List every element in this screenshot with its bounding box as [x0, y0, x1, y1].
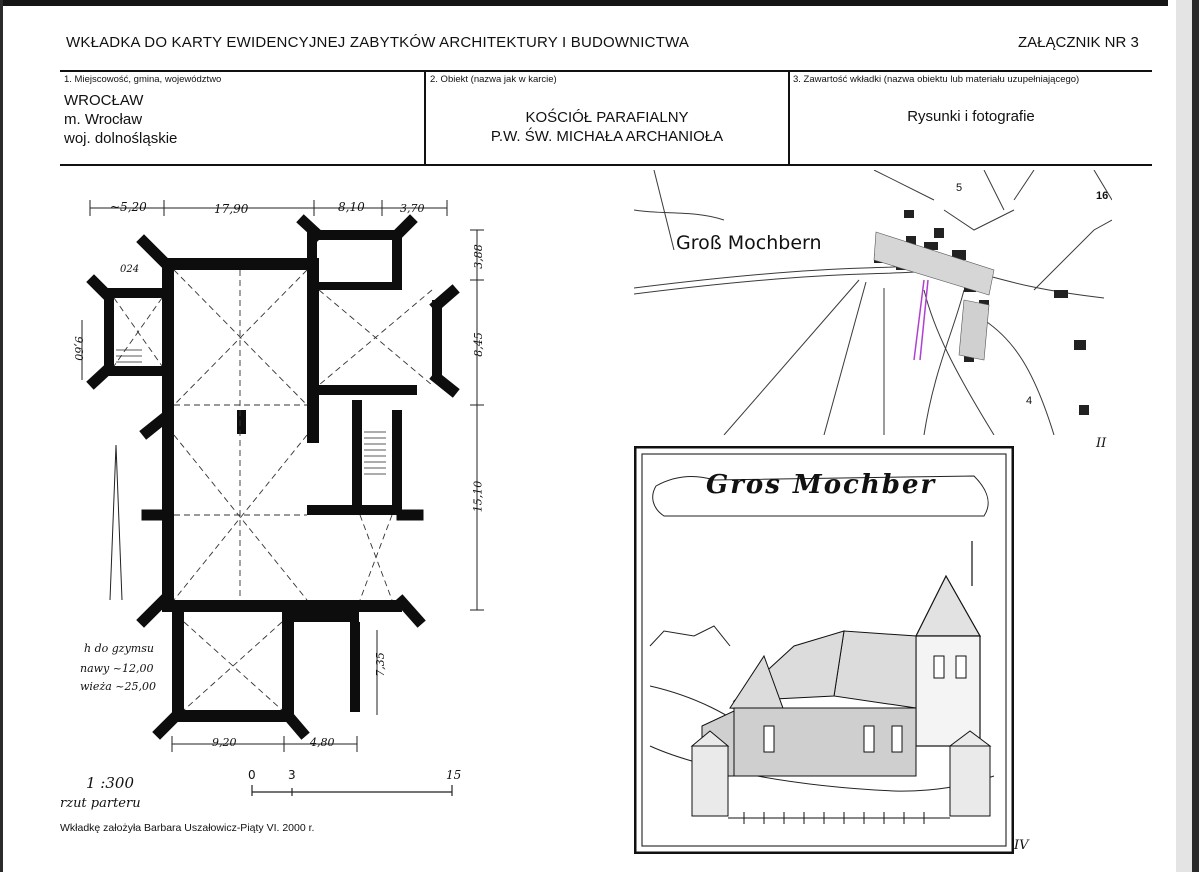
drawing-title: Gros Mochber	[706, 470, 937, 500]
scan-left-edge	[0, 0, 3, 872]
table-top-rule	[60, 70, 1152, 72]
drawing-plate-number: IV	[1014, 838, 1029, 853]
object-name-line-1: KOŚCIÓŁ PARAFIALNY	[525, 109, 689, 126]
object-name-line-2: P.W. ŚW. MICHAŁA ARCHANIOŁA	[490, 128, 724, 145]
plan-dim-right-1: 3,88	[471, 244, 485, 269]
scale-tick-15: 15	[446, 768, 462, 782]
scale-tick-3: 3	[288, 768, 296, 782]
plan-dim-right-4: 7,35	[373, 652, 387, 677]
plan-dim-bottom-2: 4,80	[310, 736, 335, 749]
historic-map	[634, 170, 1112, 435]
location-field-label: 1. Miejscowość, gmina, województwo	[64, 74, 222, 85]
scan-right-edge	[1168, 0, 1199, 872]
contents-value: Rysunki i fotografie	[907, 108, 1035, 125]
map-place-name: Groß Mochbern	[676, 232, 822, 254]
church-drawing	[634, 446, 1014, 854]
plan-dim-right-2: 8,45	[471, 332, 485, 357]
plan-dim-top-3: 8,10	[338, 200, 365, 214]
plan-caption: rzut parteru	[60, 796, 141, 811]
map-number-5: 5	[956, 182, 963, 194]
object-field-label: 2. Obiekt (nazwa jak w karcie)	[430, 74, 557, 85]
plan-dim-bottom-1: 9,20	[212, 736, 237, 749]
location-voivodeship: woj. dolnośląskie	[64, 130, 178, 147]
scan-top-edge	[0, 0, 1199, 6]
plan-height-note-1: h do gzymsu	[84, 642, 154, 655]
table-divider-1	[424, 70, 426, 166]
map-number-16: 16	[1096, 190, 1109, 202]
plan-dim-top-4: 3,70	[400, 202, 425, 215]
plan-dim-left-2: 9,60	[71, 336, 85, 361]
table-divider-2	[788, 70, 790, 166]
plan-height-note-3: wieża ~25,00	[80, 680, 157, 693]
plan-scale: 1 :300	[86, 774, 134, 792]
floor-plan-panel	[52, 170, 527, 822]
plan-dim-left-1: 024	[120, 264, 140, 275]
plan-height-note-2: nawy ~12,00	[80, 662, 154, 675]
table-bottom-rule	[60, 164, 1152, 166]
map-number-4: 4	[1026, 395, 1033, 407]
plan-dim-top-1: ~5,20	[110, 200, 147, 214]
plan-dim-top-2: 17,90	[214, 202, 249, 216]
annex-number: ZAŁĄCZNIK NR 3	[1018, 34, 1139, 51]
historic-drawing-panel	[634, 446, 1014, 854]
map-plate-number: II	[1096, 436, 1107, 451]
scale-tick-0: 0	[248, 768, 256, 782]
location-municipality: m. Wrocław	[64, 111, 143, 128]
historic-map-panel	[634, 170, 1112, 435]
location-city: WROCŁAW	[64, 92, 144, 109]
footer-note: Wkładkę założyła Barbara Uszałowicz-Piąty VI. 2000 r.	[60, 822, 315, 834]
document-title: WKŁADKA DO KARTY EWIDENCYJNEJ ZABYTKÓW ARCHITEKTURY I BUDOWNICTWA	[66, 34, 690, 51]
plan-dim-right-3: 15,10	[471, 480, 485, 513]
contents-field-label: 3. Zawartość wkładki (nazwa obiektu lub materiału uzupełniającego)	[793, 74, 1080, 85]
